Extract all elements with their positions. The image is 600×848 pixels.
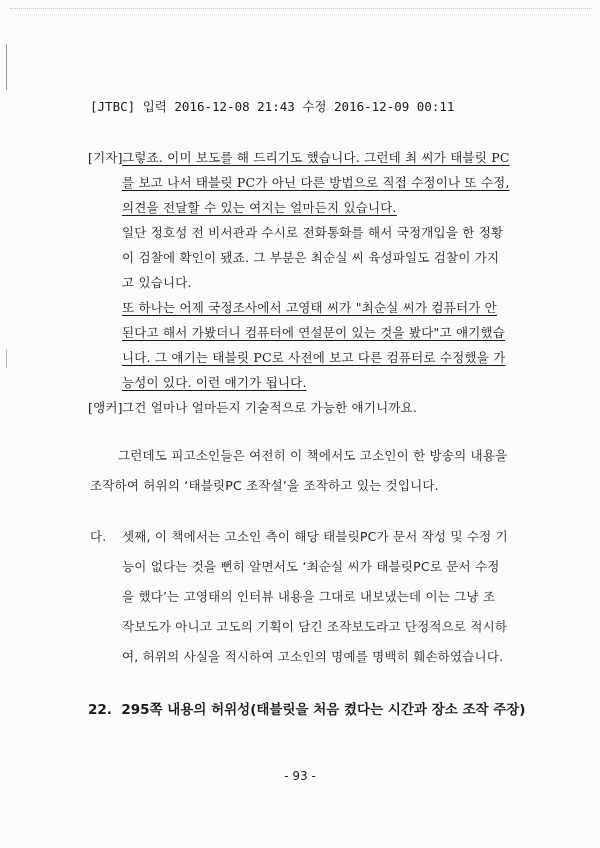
transcript-line: 이 검찰에 확인이 됐죠. 그 부분은 최순실 씨 육성파일도 검찰이 가지: [122, 250, 500, 265]
input-datetime: 2016-12-08 21:43: [174, 99, 295, 114]
scan-margin-mark: [6, 44, 7, 90]
input-label: 입력: [142, 99, 167, 114]
transcript-line: 니다. 그 얘기는 태블릿 PC로 사전에 보고 다른 컴퓨터로 수정했을 가: [122, 350, 506, 365]
transcript-line: 또 하나는 어제 국정조사에서 고영태 씨가 "최순실 씨가 컴퓨터가 안: [122, 300, 497, 315]
section-heading: [88, 698, 525, 718]
transcript-line: 일단 정호성 전 비서관과 수시로 전화통화를 해서 국정개입을 한 정황: [122, 225, 504, 240]
page-number: - 93 -: [284, 769, 316, 783]
scan-edge: [10, 8, 592, 9]
list-item-line: 능이 없다는 것을 뻔히 알면서도 ‘최순실 씨가 태블릿PC로 문서 수정: [122, 559, 500, 574]
list-item-line: 작보도가 아니고 고도의 기획이 담긴 조작보도라고 단정적으로 적시하: [122, 619, 508, 634]
body-paragraph-line: 그런데도 피고소인들은 여전히 이 책에서도 고소인이 한 방송의 내용을: [118, 448, 508, 463]
transcript-line: 그건 얼마나 얼마든지 기술적으로 가능한 얘기니까요.: [122, 400, 418, 415]
speaker-anchor: [앵커]: [88, 400, 123, 415]
transcript-line: 의견을 전달할 수 있는 여지는 얼마든지 있습니다.: [122, 200, 397, 215]
edit-datetime: 2016-12-09 00:11: [334, 99, 455, 114]
transcript-line: 된다고 해서 가봤더니 컴퓨터에 연설문이 있는 것을 봤다"고 얘기했습: [122, 325, 506, 340]
section-title: 295쪽 내용의 허위성(태블릿을 처음 켰다는 시간과 장소 조작 주장): [121, 702, 526, 718]
list-item-line: 여, 허위의 사실을 적시하여 고소인의 명예를 명백히 훼손하였습니다.: [122, 649, 504, 664]
body-paragraph-line: 조작하여 허위의 ‘태블릿PC 조작설’을 조작하고 있는 것입니다.: [90, 478, 439, 493]
scan-margin-mark: [6, 350, 7, 368]
source-tag: [JTBC]: [90, 99, 136, 114]
transcript-line: 를 보고 나서 태블릿 PC가 아닌 다른 방법으로 직접 수정이나 또 수정,: [122, 175, 510, 190]
speaker-reporter: [기자]: [88, 150, 123, 165]
list-item-line: 을 했다’는 고영태의 인터뷰 내용을 그대로 내보냈는데 이는 그냥 조: [122, 589, 496, 604]
edit-label: 수정: [302, 99, 327, 114]
list-marker: 다.: [90, 529, 107, 544]
transcript-line: 그렇죠. 이미 보도를 해 드리기도 했습니다. 그런데 최 씨가 태블릿 PC: [122, 150, 510, 165]
section-number: 22.: [88, 702, 112, 718]
transcript-line: 고 있습니다.: [122, 275, 192, 290]
transcript-line: 능성이 있다. 이런 얘기가 됩니다.: [122, 375, 307, 390]
article-header: [90, 97, 454, 115]
list-item-line: 셋째, 이 책에서는 고소인 측이 해당 태블릿PC가 문서 작성 및 수정 기: [122, 529, 508, 544]
